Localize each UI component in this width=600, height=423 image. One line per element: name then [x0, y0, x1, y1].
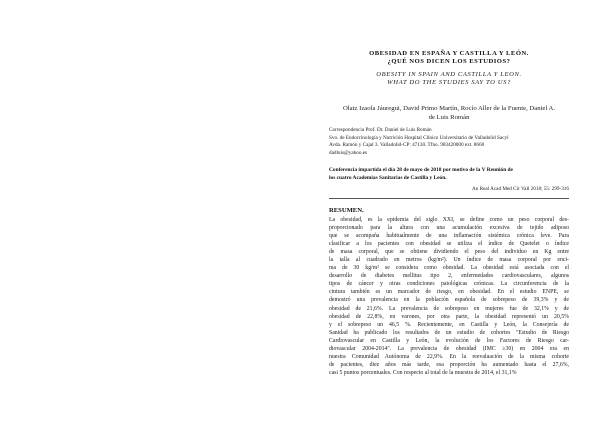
abstract-line: Sanidad ha publicado los resultados de un estudio de cohortes "Estudio de Riesgo	[329, 329, 569, 336]
abstract-line: de masa corporal, que se obtiene dividiendo el peso del individuo en Kg entre	[329, 249, 569, 256]
abstract-line: nuestra Comunidad Autónoma de 22,9%. En la reevaluación de la misma cohorte	[329, 353, 569, 360]
abstract-line: de pacientes, diez años más tarde, esa proporción ha aumentado hasta el 27,6%,	[329, 361, 569, 368]
abstract-body	[329, 216, 569, 377]
title-spanish	[329, 50, 569, 67]
abstract-line: cintura también es un marcador de riesgo, en obesidad. En el estudio ENPE, se	[329, 289, 569, 296]
abstract-heading: RESUMEN.	[329, 207, 364, 214]
title-spanish-line-2: ¿QUÉ NOS DICEN LOS ESTUDIOS?	[387, 58, 511, 66]
abstract-line: ma de 30 kg/m² se considera como obesidad. La obesidad está asociada con el	[329, 265, 569, 272]
abstract-line: que se acompaña habitualmente de una inflamación sistémica crónica leve. Para	[329, 233, 569, 240]
correspondence-department: Svo. de Endocrinología y Nutrición Hospital Clínico Universitario de Valladolid Sacyl	[329, 134, 509, 141]
conference-line-1: Conferencia impartida el día 28 de mayo de 2018 por motivo de la V Reunión de	[329, 167, 513, 173]
correspondence-block	[329, 127, 569, 157]
abstract-line: la talla al cuadrado en metros (kg/m²). Un índice de masa corporal por enci-	[329, 257, 569, 264]
section-divider	[329, 198, 569, 199]
abstract-line: tipos de cáncer y otras condiciones patológicas crónicas. La circunferencia de la	[329, 281, 569, 288]
title-english	[329, 71, 569, 88]
correspondence-address: Avda. Ramón y Cajal 3. Valladolid-CP: 47130. Tfno. 983420000 ext. 8660	[329, 142, 485, 149]
abstract-line: demostró una prevalencia en la población española de sobrepeso de 39,3% y de	[329, 297, 569, 304]
abstract-line: clasificar a los pacientes con obesidad se utiliza el índice de Quetelet o índice	[329, 241, 569, 248]
title-english-line-2: WHAT DO THE STUDIES SAY TO US?	[387, 79, 511, 87]
abstract-line: obesidad de 21,6%. La prevalencia de sobrepeso en mujeres fue de 32,1% y de	[329, 305, 569, 312]
conference-line-2: los cuatro Academias Sanitarias de Castilla y León.	[329, 175, 447, 181]
abstract-line: y el sobrepeso un 46,5 %. Recientemente, en Castilla y León, la Consejería de	[329, 321, 569, 328]
abstract-line: obesidad de 22,8%, en varones, por otra parte, la obesidad representó un 20,5%	[329, 313, 569, 320]
journal-citation: An Real Acad Med Cir Vall 2018; 55: 299-316	[471, 186, 569, 192]
title-spanish-line-1: OBESIDAD EN ESPAÑA Y CASTILLA Y LEÓN.	[369, 50, 529, 57]
abstract-line: desarrollo de diabetes mellitus tipo 2, enfermedades cardiovasculares, algunos	[329, 273, 569, 280]
abstract-line: Cardiovascular en Castilla y León, la evolución de los Factores de Riesgo car-	[329, 337, 569, 344]
author-list	[329, 105, 569, 122]
abstract-line: La obesidad, es la epidemia del siglo XXI, se define como un peso corporal des-	[329, 217, 569, 223]
correspondence-name: Correspondencia Prof. Dr. Daniel de Luis Román	[329, 127, 432, 133]
abstract-line: proporcionado para la altura con una acumulación excesiva de tejido adiposo	[329, 225, 569, 232]
conference-note	[329, 166, 569, 182]
abstract-line: diovascular 2004-2014". La prevalencia de obesidad (IMC ≥30) en 2004 era en	[329, 345, 569, 352]
author-line-2: de Luis Román	[428, 113, 470, 121]
author-line-1: Olatz Izaola Jáuregui, David Primo Martín, Rocío Aller de la Fuente, Daniel A.	[342, 105, 556, 112]
title-english-line-1: OBESITY IN SPAIN AND CASTILLA Y LEON.	[376, 71, 522, 78]
correspondence-email: dadluis@yahoo.es	[329, 149, 368, 156]
abstract-line: casi 5 puntos porcentuales. Con respecto al total de la muestra de 2014, el 31,1%	[329, 369, 517, 376]
